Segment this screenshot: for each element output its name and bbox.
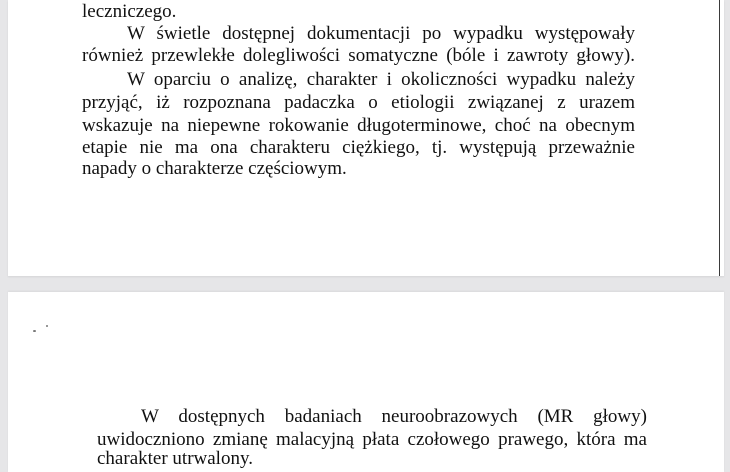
text-line-9: W dostępnych badaniach neuroobrazowych (MR głowy)	[141, 406, 647, 427]
text-line-4: W oparciu o analizę, charakter i okoliczności wypadku należy	[127, 69, 635, 90]
text-line-7: etapie nie ma ona charakteru ciężkiego, tj. występują przeważnie	[82, 137, 635, 158]
page-edge-line	[719, 0, 720, 276]
document-page-1	[8, 0, 724, 276]
text-line-8: napady o charakterze częściowym.	[82, 158, 347, 179]
document-page-2	[8, 292, 724, 472]
scan-speck	[46, 325, 48, 327]
text-line-10: uwidoczniono zmianę malacyjną płata czołowego prawego, która ma	[97, 429, 647, 450]
text-line-3: również przewlekłe dolegliwości somatyczne (bóle i zawroty głowy).	[82, 45, 635, 66]
text-line-11: charakter utrwalony.	[97, 448, 253, 469]
text-line-2: W świetle dostępnej dokumentacji po wypadku występowały	[127, 23, 635, 44]
text-line-1: leczniczego.	[82, 1, 177, 22]
text-line-6: wskazuje na niepewne rokowanie długoterminowe, choć na obecnym	[82, 115, 635, 136]
text-line-5: przyjąć, iż rozpoznana padaczka o etiologii związanej z urazem	[82, 92, 635, 113]
scan-speck	[33, 330, 36, 332]
